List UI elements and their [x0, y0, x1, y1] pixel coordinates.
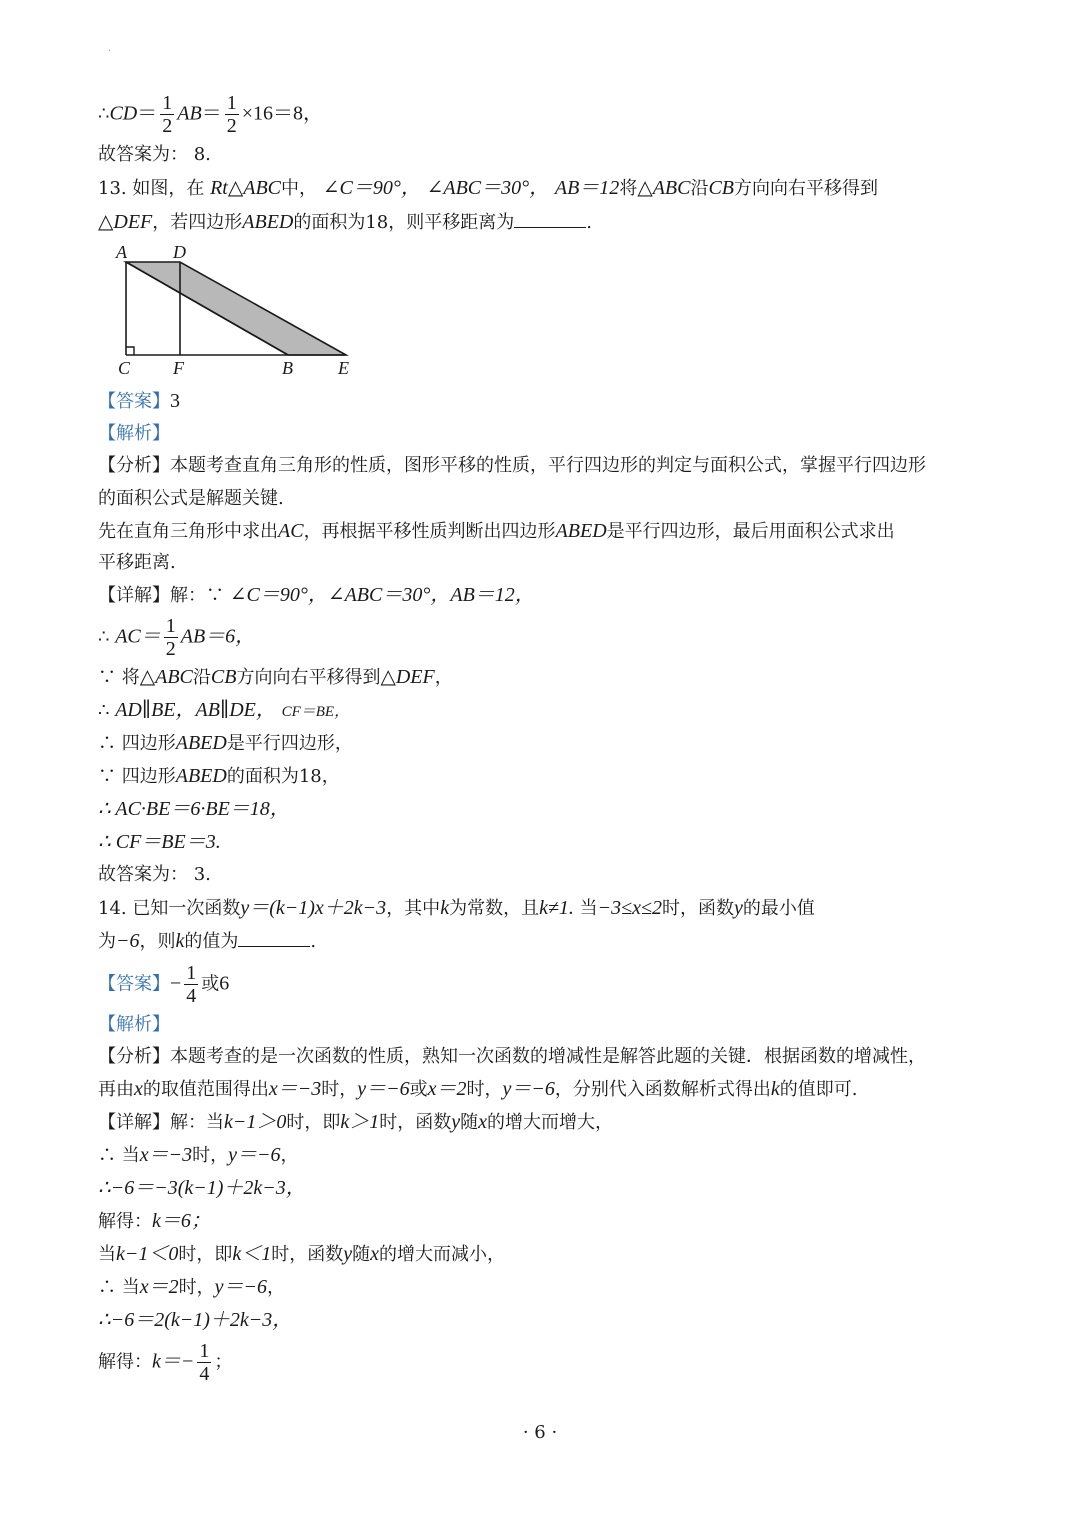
fraction-half: $\frac{1}{2}$	[162, 92, 173, 137]
q13-detail-2: ∴ AC＝ $\frac{1}{2}$ AB＝6，	[98, 615, 256, 660]
q13-detail-6: ∵ 四边形ABED的面积为18，	[98, 765, 340, 787]
q13-figure	[108, 240, 368, 382]
page-number: · 6 ·	[522, 1422, 558, 1443]
q13-detail-8: ∴ CF＝BE＝3.	[98, 831, 221, 853]
q14-detail-4: 解得：k＝6；	[98, 1210, 211, 1232]
q13-line2: △DEF，若四边形ABED的面积为18，则平移距离为 .	[98, 207, 592, 238]
right-angle-mark	[126, 347, 134, 355]
shaded-parallelogram	[126, 262, 346, 355]
q14-detail-3: ∴−6＝−3(k−1)＋2k−3，	[98, 1177, 306, 1199]
label-e: E	[338, 358, 349, 378]
label-f: F	[173, 358, 184, 378]
q13-detail-7: ∴ AC·BE＝6·BE＝18，	[98, 798, 290, 820]
label-d: D	[173, 242, 186, 262]
q14-detail-5: 当k−1＜0时，即k＜1时，函数y随x的增大而减小，	[98, 1243, 506, 1265]
q13-answer: 【答案】3	[98, 390, 180, 412]
q13-detail-1: 【详解】解：∵ ∠C＝90°，∠ABC＝30°，AB＝12，	[98, 584, 535, 606]
q13-detail-3: ∵ 将△ABC沿CB方向向右平移得到△DEF，	[98, 666, 453, 688]
q14-line1: 14. 已知一次函数y＝(k−1)x＋2k−3，其中k为常数，且k≠1. 当−3≤x≤2时，函数y的最小值	[98, 897, 815, 919]
fraction-half-3: $\frac{1}{2}$	[165, 615, 176, 660]
cd-line: ∴CD＝ $\frac{1}{2}$ AB＝ $\frac{1}{2}$ ×16＝8，	[98, 92, 323, 137]
q14-detail-6: ∴ 当x＝2时，y＝−6，	[98, 1276, 285, 1298]
label-b: B	[282, 358, 293, 378]
q14-detail-2: ∴ 当x＝−3时，y＝−6，	[98, 1144, 299, 1166]
q13-conclusion: 故答案为： 3.	[98, 864, 211, 885]
corner-mark: ·	[108, 46, 112, 57]
q13-fenxi-2: 的面积公式是解题关键.	[98, 488, 284, 509]
label-a: A	[116, 242, 127, 262]
q14-line2: 为−6，则k的值为 .	[98, 926, 316, 957]
top-answer-line: 故答案为： 8.	[98, 144, 211, 165]
fraction-half-2: $\frac{1}{2}$	[226, 92, 237, 137]
q13-detail-5: ∴ 四边形ABED是平行四边形，	[98, 732, 353, 754]
q13-fenxi-1: 【分析】本题考查直角三角形的性质，图形平移的性质，平行四边形的判定与面积公式，掌握平行四边形	[98, 455, 926, 476]
answer-blank-2	[238, 926, 310, 947]
q14-detail-7: ∴−6＝2(k−1)＋2k−3，	[98, 1309, 293, 1331]
q14-fenxi-2: 再由x的取值范围得出x＝−3时，y＝−6或x＝2时，y＝−6，分别代入函数解析式得出k的值即可.	[98, 1078, 858, 1100]
answer-blank	[514, 207, 586, 228]
fraction-quarter-2: $\frac{1}{4}$	[199, 1340, 210, 1385]
q14-answer: 【答案】− $\frac{1}{4}$ 或6	[98, 962, 230, 1007]
q14-detail-8: 解得：k＝− $\frac{1}{4}$ ；	[98, 1340, 233, 1385]
q14-detail-1: 【详解】解：当k−1＞0时，即k＞1时，函数y随x的增大而增大，	[98, 1111, 614, 1133]
label-c: C	[118, 358, 131, 378]
q13-detail-4: ∴ AD∥BE，AB∥DE， CF＝BE，	[98, 699, 350, 721]
q14-analysis-tag: 【解析】	[98, 1014, 170, 1035]
fraction-quarter: $\frac{1}{4}$	[186, 962, 197, 1007]
q13-line1: 13. 如图，在 Rt△ABC中， ∠C＝90°， ∠ABC＝30°， AB＝12将△ABC沿CB方向向右平移得到	[98, 177, 879, 199]
q13-fenxi-3: 先在直角三角形中求出AC，再根据平移性质判断出四边形ABED是平行四边形，最后用面积公式求出	[98, 520, 895, 542]
q14-fenxi-1: 【分析】本题考查的是一次函数的性质，熟知一次函数的增减性是解答此题的关键．根据函数的增减性，	[98, 1046, 926, 1067]
q13-analysis-tag: 【解析】	[98, 423, 170, 444]
q13-fenxi-4: 平移距离.	[98, 552, 176, 573]
